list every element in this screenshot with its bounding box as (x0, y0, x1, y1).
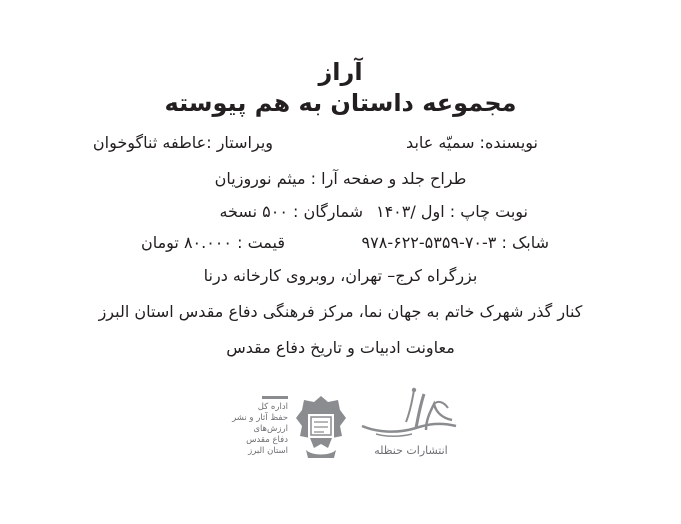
author-credit: نویسنده: سمیّه عابد (406, 133, 538, 152)
office-text-4: دفاع مقدس (246, 435, 288, 445)
office-text-2: حفظ آثار و نشر (232, 413, 288, 423)
address-line-2: کنار گذر شهرک خاتم به جهان نما، مرکز فرهنگی دفاع مقدس استان البرز (98, 302, 583, 321)
seal-emblem (294, 392, 348, 462)
seal-icon (294, 392, 348, 462)
hanzaleh-publisher-logo (356, 382, 466, 462)
office-logo-bar (262, 396, 288, 399)
book-title: آراز (318, 58, 363, 86)
editor-credit: ویراستار :عاطفه ثناگوخوان (92, 133, 273, 152)
print-run: نوبت چاپ : اول /۱۴۰۳ (375, 202, 528, 221)
book-subtitle: مجموعه داستان به هم پیوسته (164, 89, 517, 117)
office-text-3: ارزش‌های (253, 424, 288, 434)
isbn: شابک : ۳-۷۰-۵۳۵۹-۶۲۲-۹۷۸ (361, 233, 549, 252)
office-text-5: استان البرز (248, 446, 288, 456)
address-line-1: بزرگراه کرج– تهران، روبروی کارخانه درنا (203, 266, 478, 285)
designer-credit: طراح جلد و صفحه آرا : میثم نوروزیان (214, 169, 467, 188)
office-logo (218, 396, 288, 466)
price: قیمت : ۸۰.۰۰۰ تومان (140, 233, 285, 252)
hanzaleh-emblem-icon (356, 382, 466, 444)
hanzaleh-caption: انتشارات حنظله (374, 444, 448, 457)
office-text-1: اداره کل (257, 402, 288, 412)
circulation: شمارگان : ۵۰۰ نسخه (219, 202, 363, 221)
address-line-3: معاونت ادبیات و تاریخ دفاع مقدس (226, 338, 455, 357)
